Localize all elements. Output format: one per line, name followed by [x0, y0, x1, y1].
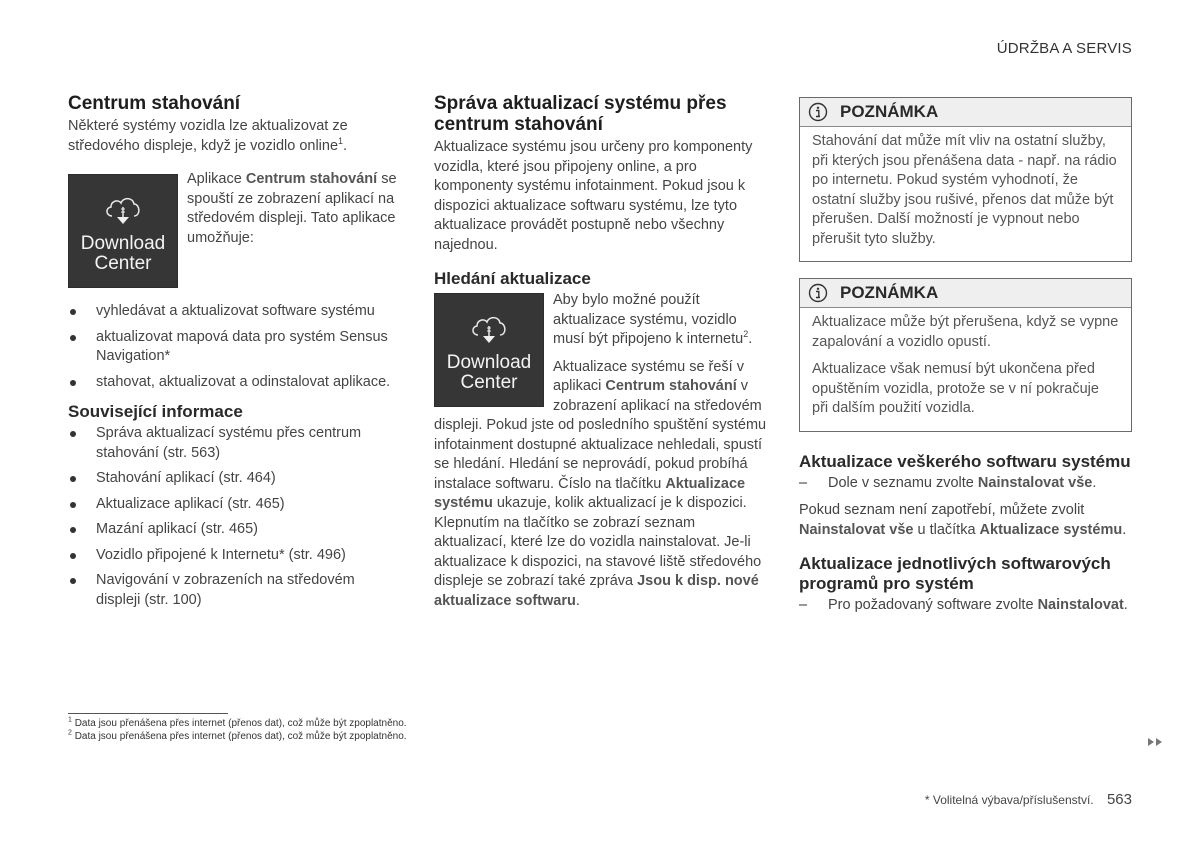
step-item: – Pro požadovaný software zvolte Nainstalovat.	[799, 597, 1128, 613]
page-number: 563	[1106, 791, 1132, 808]
note-header	[800, 98, 1131, 127]
related-link[interactable]: Aktualizace aplikací (str. 465)	[68, 495, 398, 515]
intro-paragraph: Aktualizace systému jsou určeny pro komponenty vozidla, které jsou připojeny online, a pro komponenty systému infotainment. Pokud jsou k dispozici aktualizace softwaru systému, lze tyto aktualizace provádět postupně nebo všechny najednou.	[434, 139, 753, 253]
column-download-center	[68, 93, 398, 616]
search-update-heading: Hledání aktualizace	[434, 269, 591, 288]
related-link[interactable]: Stahování aplikací (str. 464)	[68, 469, 398, 489]
running-head: ÚDRŽBA A SERVIS	[996, 40, 1132, 57]
list-item: aktualizovat mapová data pro systém Sensus Navigation*	[68, 328, 398, 367]
note-body: Stahování dat může mít vliv na ostatní služby, při kterých jsou přenášena data - např. na rádio po internetu. Pokud systém vyhodnotí, že ostatní služby jsou rušivé, přenos dat může být přerušen. Další možností je vypnout nebo přerušit tyto služby.	[812, 133, 1117, 247]
update-process-paragraph: Aktualizace systému se řeší v aplikaci Centrum stahování v zobrazení aplikací na středovém displeji. Pokud jste od posledního spuštění systému infotainment dostupné aktualizace nehledali, spustí se hledání. Hledání se neprovádí, pokud probíhá instalace softwaru. Číslo na tlačítku Aktualizace systému ukazuje, kolik aktualizací je k dispozici. Klepnutím na tlačítko se zobrazí seznam aktualizací, které lze do vozidla nainstalovat. Je-li aktualizace k dispozici, na stavové liště středového displeje se zobrazí také zpráva Jsou k disp. nové aktualizace softwaru.	[434, 358, 767, 609]
footnotes	[68, 717, 407, 743]
internet-requirement-paragraph: Aby bylo možné použít aktualizace systému, vozidlo musí být připojeno k internetu$^2$.	[553, 292, 753, 347]
footnote-1: $^1$ Data jsou přenášena přes internet (přenos dat), což může být zpoplatněno.	[68, 716, 407, 729]
note-box-data-download	[799, 97, 1132, 262]
note-title: POZNÁMKA	[840, 283, 939, 302]
optional-equipment-note: * Volitelná výbava/příslušenství.	[924, 793, 1094, 807]
download-center-tile	[434, 293, 544, 407]
related-link[interactable]: Mazání aplikací (str. 465)	[68, 520, 398, 540]
note-title: POZNÁMKA	[840, 102, 939, 121]
section-heading-system-updates: Správa aktualizací systému přes centrum stahování	[434, 93, 727, 135]
footnote-ref-1[interactable]: 1	[338, 135, 344, 146]
footnote-ref-2[interactable]: 2	[743, 329, 749, 340]
list-item: stahovat, aktualizovat a odinstalovat aplikace.	[68, 373, 398, 393]
intro-paragraph: Některé systémy vozidla lze aktualizovat ze středového displeje, když je vozidlo online$^1$.	[68, 118, 348, 154]
column-system-updates	[434, 93, 768, 619]
note-body: Aktualizace může být přerušena, když se vypne zapalování a vozidlo opustí. Aktualizace však nemusí být ukončena před opuštěním vozidla, protože se v ní pokračuje při dalším použití vozidla.	[812, 314, 1119, 416]
related-link[interactable]: Navigování v zobrazeních na středovém displeji (str. 100)	[68, 571, 398, 610]
update-all-heading: Aktualizace veškerého softwaru systému	[799, 451, 1131, 471]
capabilities-list	[68, 302, 398, 392]
note-header	[800, 279, 1131, 308]
tile-label: Download Center	[80, 233, 166, 274]
cloud-download-icon	[469, 311, 509, 345]
related-links-list	[68, 424, 398, 610]
footnote-divider	[68, 713, 228, 714]
info-icon	[808, 283, 828, 303]
footnote-2: $^2$ Data jsou přenášena přes internet (přenos dat), což může být zpoplatněno.	[68, 729, 407, 742]
column-notes	[799, 97, 1132, 624]
note-box-interruption	[799, 278, 1132, 432]
install-all-paragraph: Pokud seznam není zapotřebí, můžete zvolit Nainstalovat vše u tlačítka Aktualizace systému.	[799, 502, 1127, 538]
continue-arrows-icon	[1147, 737, 1165, 747]
update-single-heading: Aktualizace jednotlivých softwarových programů pro systém	[799, 554, 1111, 593]
app-description: Aplikace Centrum stahování se spouští ze zobrazení aplikací na středovém displeji. Tato aplikace umožňuje:	[187, 171, 397, 246]
info-icon	[808, 102, 828, 122]
tile-label: Download Center	[446, 352, 532, 393]
page-footer	[925, 791, 1132, 808]
section-heading-download-center: Centrum stahování	[68, 93, 241, 114]
download-center-tile	[68, 174, 178, 288]
step-item: – Dole v seznamu zvolte Nainstalovat vše.	[799, 474, 1097, 491]
related-link[interactable]: Vozidlo připojené k Internetu* (str. 496)	[68, 546, 398, 566]
list-item: vyhledávat a aktualizovat software systému	[68, 302, 398, 322]
related-link[interactable]: Správa aktualizací systému přes centrum stahování (str. 563)	[68, 424, 398, 463]
term-centrum-stahovani: Centrum stahování	[245, 171, 378, 187]
related-info-heading: Související informace	[68, 402, 243, 421]
cloud-download-icon	[103, 192, 143, 226]
